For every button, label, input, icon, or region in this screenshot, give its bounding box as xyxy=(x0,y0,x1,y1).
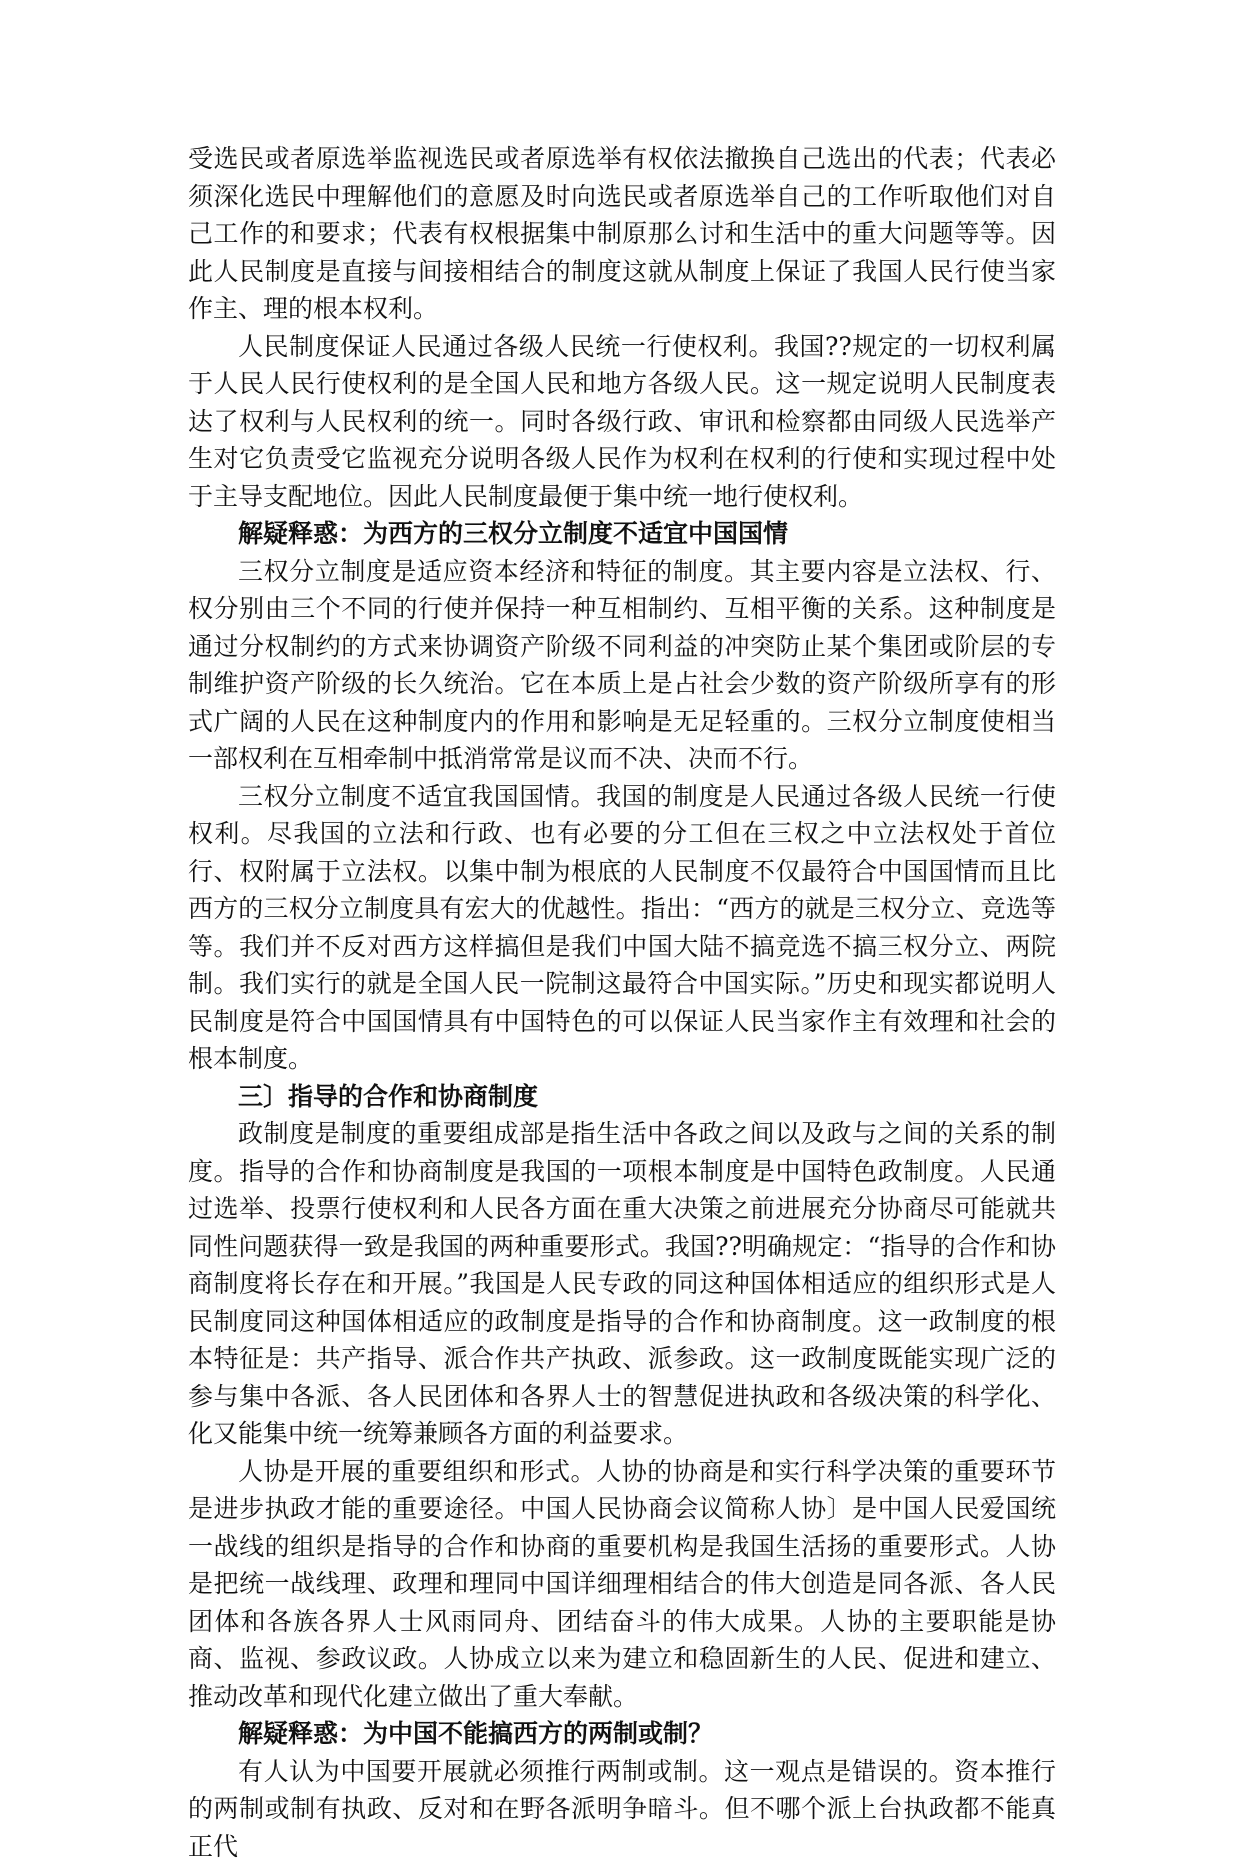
section-heading-cooperation-consultation: 三〕指导的合作和协商制度 xyxy=(188,1078,1056,1116)
paragraph-unified-power: 人民制度保证人民通过各级人民统一行使权利。我国??规定的一切权利属于人民人民行使权利的是全国人民和地方各级人民。这一规定说明人民制度表达了权利与人民权利的统一。同时各级行政、审讯和检察都由同级人民选举产生对它负责受它监视充分说明各级人民作为权利在权利的行使和实现过程中处于主导支配地位。因此人民制度最便于集中统一地行使权利。 xyxy=(188,328,1056,516)
paragraph-representatives: 受选民或者原选举监视选民或者原选举有权依法撤换自己选出的代表；代表必须深化选民中理解他们的意愿及时向选民或者原选举自己的工作听取他们对自己工作的和要求；代表有权根据集中制原那么讨和生活中的重大问题等等。因此人民制度是直接与间接相结合的制度这就从制度上保证了我国人民行使当家作主、理的根本权利。 xyxy=(188,140,1056,328)
paragraph-cppcc: 人协是开展的重要组织和形式。人协的协商是和实行科学决策的重要环节是进步执政才能的重要途径。中国人民协商会议简称人协〕是中国人民爱国统一战线的组织是指导的合作和协商的重要机构是我国生活扬的重要形式。人协是把统一战线理、政理和理同中国详细理相结合的伟大创造是同各派、各人民团体和各族各界人士风雨同舟、团结奋斗的伟大成果。人协的主要职能是协商、监视、参政议政。人协成立以来为建立和稳固新生的人民、促进和建立、推动改革和现代化建立做出了重大奉献。 xyxy=(188,1453,1056,1716)
paragraph-separation-of-powers-definition: 三权分立制度是适应资本经济和特征的制度。其主要内容是立法权、行、权分别由三个不同的行使并保持一种互相制约、互相平衡的关系。这种制度是通过分权制约的方式来协调资产阶级不同利益的冲突防止某个集团或阶层的专制维护资产阶级的长久统治。它在本质上是占社会少数的资产阶级所享有的形式广阔的人民在这种制度内的作用和影响是无足轻重的。三权分立制度使相当一部权利在互相牵制中抵消常常是议而不决、决而不行。 xyxy=(188,553,1056,778)
paragraph-separation-of-powers-unsuitable: 三权分立制度不适宜我国国情。我国的制度是人民通过各级人民统一行使权利。尽我国的立法和行政、也有必要的分工但在三权之中立法权处于首位行、权附属于立法权。以集中制为根底的人民制度不仅最符合中国国情而且比西方的三权分立制度具有宏大的优越性。指出：“西方的就是三权分立、竞选等等。我们并不反对西方这样搞但是我们中国大陆不搞竞选不搞三权分立、两院制。我们实行的就是全国人民一院制这最符合中国实际。”历史和现实都说明人民制度是符合中国国情具有中国特色的可以保证人民当家作主有效理和社会的根本制度。 xyxy=(188,778,1056,1078)
paragraph-political-system: 政制度是制度的重要组成部是指生活中各政之间以及政与之间的关系的制度。指导的合作和协商制度是我国的一项根本制度是中国特色政制度。人民通过选举、投票行使权利和人民各方面在重大决策之前进展充分协商尽可能就共同性问题获得一致是我国的两种重要形式。我国??明确规定：“指导的合作和协商制度将长存在和开展。”我国是人民专政的同这种国体相适应的组织形式是人民制度同这种国体相适应的政制度是指导的合作和协商制度。这一政制度的根本特征是：共产指导、派合作共产执政、派参政。这一政制度既能实现广泛的参与集中各派、各人民团体和各界人士的智慧促进执政和各级决策的科学化、化又能集中统一统筹兼顾各方面的利益要求。 xyxy=(188,1115,1056,1453)
paragraph-two-party-system: 有人认为中国要开展就必须推行两制或制。这一观点是错误的。资本推行的两制或制有执政、反对和在野各派明争暗斗。但不哪个派上台执政都不能真正代 xyxy=(188,1753,1056,1865)
document-page xyxy=(188,140,1056,1865)
section-heading-two-party-system: 解疑释惑：为中国不能搞西方的两制或制？ xyxy=(188,1715,1056,1753)
section-heading-separation-of-powers: 解疑释惑：为西方的三权分立制度不适宜中国国情 xyxy=(188,515,1056,553)
